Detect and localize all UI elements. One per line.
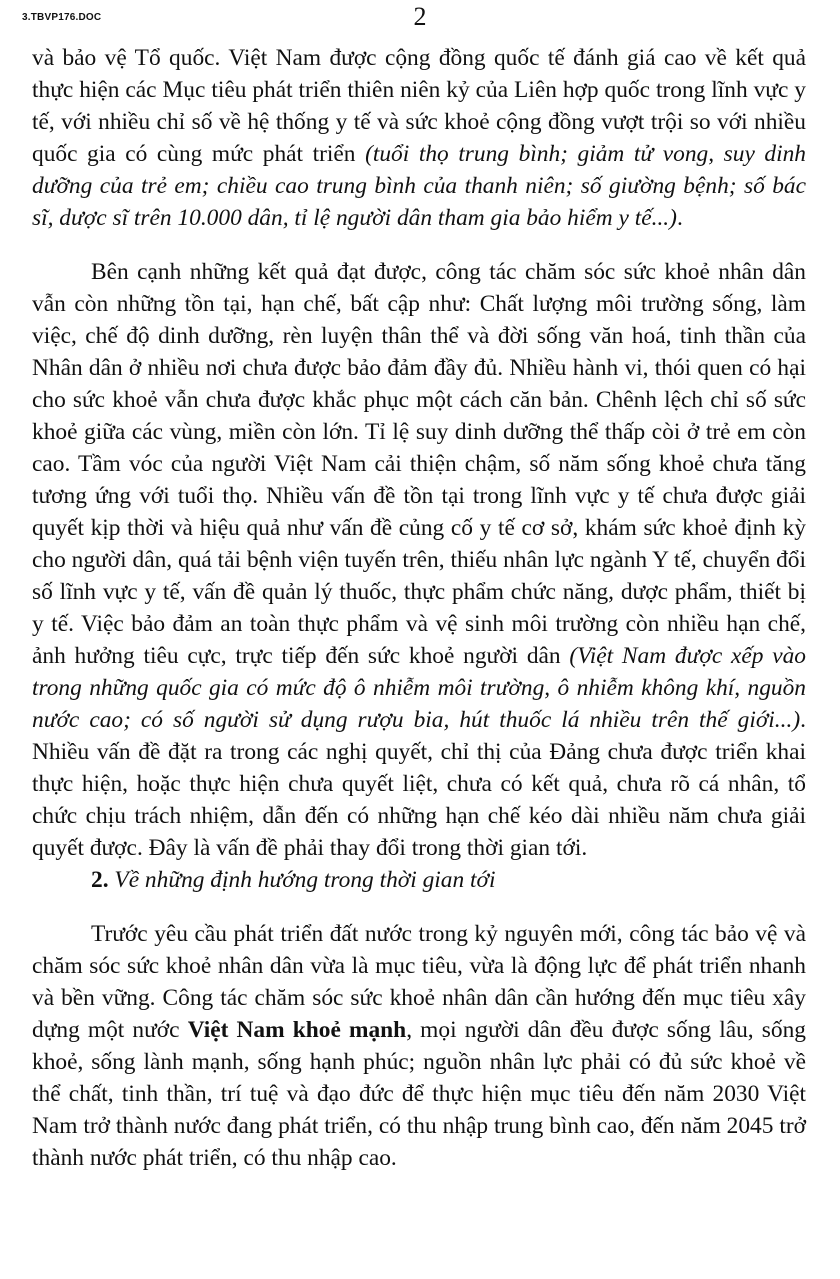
paragraph-1-italic: (tuổi thọ trung bình; giảm tử vong, suy dinh dưỡng của trẻ em; chiều cao trung bình của thanh niên; số giường bệnh; số bác sĩ, dược sĩ trên 10.000 dân, tỉ lệ người dân tham gia bảo hiểm y tế...) (32, 141, 806, 231)
paragraph-2-end: . Nhiều vấn đề đặt ra trong các nghị quyết, chỉ thị của Đảng chưa được triển khai thực hiện, hoặc thực hiện chưa quyết liệt, chưa có kết quả, chưa rõ cá nhân, tổ chức chịu trách nhiệm, dẫn đến có những hạn chế kéo dài nhiều năm chưa giải quyết được. Đây là vấn đề phải thay đổi trong thời gian tới. (32, 707, 806, 861)
section-heading-number: 2. (91, 867, 109, 893)
section-heading (32, 864, 806, 896)
paragraph-2-italic: (Việt Nam được xếp vào trong những quốc gia có mức độ ô nhiễm môi trường, ô nhiễm không khí, nguồn nước cao; có số người sử dụng rượu bia, hút thuốc lá nhiều trên thế giới...) (32, 643, 806, 733)
paragraph-1-text: và bảo vệ Tổ quốc. Việt Nam được cộng đồng quốc tế đánh giá cao về kết quả thực hiện các Mục tiêu phát triển thiên niên kỷ của Liên hợp quốc trong lĩnh vực y tế, với nhiều chỉ số về hệ thống y tế và sức khoẻ cộng đồng vượt trội so với nhiều quốc gia có cùng mức phát triển (32, 45, 806, 167)
paragraph-3-end: , mọi người dân đều được sống lâu, sống khoẻ, sống lành mạnh, sống hạnh phúc; nguồn nhân lực phải có đủ sức khoẻ về thể chất, tinh thần, trí tuệ và đạo đức để thực hiện mục tiêu đến năm 2030 Việt Nam trở thành nước đang phát triển, có thu nhập trung bình cao, đến năm 2045 trở thành nước phát triển, có thu nhập cao. (32, 1017, 806, 1171)
section-heading-title: Về những định hướng trong thời gian tới (114, 867, 496, 893)
page-number: 2 (413, 2, 427, 31)
paragraph-1 (32, 42, 806, 234)
paragraph-1-end: . (676, 205, 683, 231)
paragraph-3-text: Trước yêu cầu phát triển đất nước trong kỷ nguyên mới, công tác bảo vệ và chăm sóc sức khoẻ nhân dân vừa là mục tiêu, vừa là động lực để phát triển nhanh và bền vững. Công tác chăm sóc sức khoẻ nhân dân cần hướng đến mục tiêu xây dựng một nước (32, 921, 806, 1043)
document-code: 3.TBVP176.DOC (22, 12, 102, 23)
paragraph-2-text: Bên cạnh những kết quả đạt được, công tác chăm sóc sức khoẻ nhân dân vẫn còn những tồn tại, hạn chế, bất cập như: Chất lượng môi trường sống, làm việc, chế độ dinh dưỡng, rèn luyện thân thể và đời sống văn hoá, tinh thần của Nhân dân ở nhiều nơi chưa được bảo đảm đầy đủ. Nhiều hành vi, thói quen có hại cho sức khoẻ vẫn chưa được khắc phục một cách căn bản. Chênh lệch chỉ số sức khoẻ giữa các vùng, miền còn lớn. Tỉ lệ suy dinh dưỡng thể thấp còi ở trẻ em còn cao. Tầm vóc của người Việt Nam cải thiện chậm, số năm sống khoẻ chưa tăng tương ứng với tuổi thọ. Nhiều vấn đề tồn tại trong lĩnh vực y tế chưa được giải quyết kịp thời và hiệu quả như vấn đề củng cố y tế cơ sở, khám sức khoẻ định kỳ cho người dân, quá tải bệnh viện tuyến trên, thiếu nhân lực ngành Y tế, chuyển đổi số lĩnh vực y tế, vấn đề quản lý thuốc, thực phẩm chức năng, dược phẩm, thiết bị y tế. Việc bảo đảm an toàn thực phẩm và vệ sinh môi trường còn nhiều hạn chế, ảnh hưởng tiêu cực, trực tiếp đến sức khoẻ người dân (32, 259, 806, 669)
paragraph-2 (32, 256, 806, 864)
document-body (32, 42, 806, 1174)
paragraph-3-bold: Việt Nam khoẻ mạnh (187, 1017, 407, 1043)
paragraph-3 (32, 918, 806, 1174)
